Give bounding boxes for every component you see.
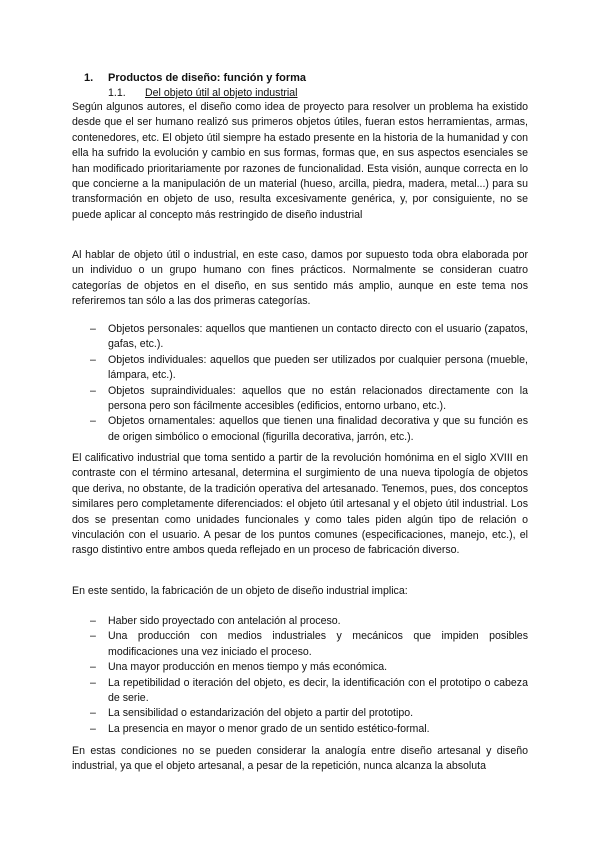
list-item-text: Una mayor producción en menos tiempo y más económica. <box>108 661 388 674</box>
paragraph-conclusion: En estas condiciones no se pueden considerar la analogía entre diseño artesanal y diseño industrial, ya que el objeto artesanal, a pesar de la repetición, nunca alcanza la absoluta <box>72 745 528 773</box>
list-item <box>90 322 528 353</box>
categories-list <box>90 322 528 445</box>
list-item <box>90 706 528 721</box>
list-dash: – <box>90 353 96 366</box>
subsection-number: 1.1. <box>108 87 126 99</box>
list-item <box>90 384 528 415</box>
list-item <box>90 629 528 660</box>
list-item <box>90 660 528 675</box>
list-dash: – <box>90 615 96 627</box>
list-dash: – <box>90 707 96 720</box>
paragraph-intro: Según algunos autores, el diseño como idea de proyecto para resolver un problema ha existido desde que el ser humano realizó sus primeros objetos útiles, fueran estos herramientas, armas, contenedores, etc. El objeto útil siempre ha estado presente en la historia de la humanidad y con ella ha sufrido la evolución y cambio en sus formas, formas que, en sus aspectos esenciales se han modificado prioritariamente por razones de funcionalidad. Esta visión, aunque correcta en lo que concierne a la manipulación de un material (hueso, arcilla, piedra, madera, metal...) para su transformación en objeto de uso, resulta excesivamente genérica, y, por consiguiente, no se puede aplicar al concepto más restringido de diseño industrial <box>72 101 528 221</box>
list-item-text: Una producción con medios industriales y mecánicos que impiden posibles modificaciones una vez iniciado el proceso. <box>108 630 528 658</box>
list-item-text: Haber sido proyectado con antelación al proceso. <box>108 615 341 627</box>
paragraph-categories-intro: Al hablar de objeto útil o industrial, en este caso, damos por supuesto toda obra elaborada por un individuo o un grupo humano con fines prácticos. Normalmente se consideran cuatro categorías de objetos en el diseño, en sus sentido más amplio, aunque en este tema nos referiremos tan sólo a las dos primeras categorías. <box>72 249 528 308</box>
list-item-text: Objetos personales: aquellos que mantienen un contacto directo con el usuario (zapatos, gafas, etc.). <box>108 323 528 351</box>
list-dash: – <box>90 630 96 643</box>
list-item-text: Objetos ornamentales: aquellos que tienen una finalidad decorativa y que su función es de origen simbólico o emocional (figurilla decorativa, jarrón, etc.). <box>108 415 528 443</box>
requirements-list <box>90 614 528 737</box>
list-item-text: La presencia en mayor o menor grado de un sentido estético-formal. <box>108 722 430 735</box>
list-dash: – <box>90 722 96 735</box>
section-number: 1. <box>84 72 94 84</box>
list-dash: – <box>90 676 96 689</box>
list-dash: – <box>90 415 96 428</box>
list-dash: – <box>90 384 96 397</box>
list-item <box>90 676 528 707</box>
list-item-text: Objetos supraindividuales: aquellos que no están relacionados directamente con la persona pero son fácilmente accesibles (edificios, entorno urbano, etc.). <box>108 384 528 413</box>
paragraph-industrial: El calificativo industrial que toma sentido a partir de la revolución homónima en el siglo XVIII en contraste con el término artesanal, determina el surgimiento de una nueva tipología de objetos que deriva, no obstante, de la tradición operativa del artesanado. Tenemos, pues, dos conceptos similares pero completamente diferenciados: el objeto útil artesanal y el objeto útil industrial. Los dos se presentan como unidades funcionales y como tales piden algún tipo de relación o vinculación con el usuario. A pesar de los puntos comunes (especificaciones, manejo, etc.), el rasgo distintivo entre ambos queda reflejado en un proceso de fabricación diverso. <box>72 452 528 557</box>
list-dash: – <box>90 661 96 674</box>
list-item <box>90 414 528 445</box>
list-item-text: La sensibilidad o estandarización del objeto a partir del prototipo. <box>108 707 414 720</box>
list-item-text: La repetibilidad o iteración del objeto, es decir, la identificación con el prototipo o cabeza de serie. <box>108 676 528 705</box>
section-title: Productos de diseño: función y forma <box>108 72 307 84</box>
paragraph-fabrication-intro: En este sentido, la fabricación de un objeto de diseño industrial implica: <box>72 585 408 597</box>
section-heading <box>84 71 306 86</box>
list-dash: – <box>90 323 96 335</box>
list-item <box>90 614 528 629</box>
list-item-text: Objetos individuales: aquellos que pueden ser utilizados por cualquier persona (mueble, lámpara, etc.). <box>108 353 528 382</box>
list-item <box>90 353 528 384</box>
list-item <box>90 722 528 737</box>
subsection-title: Del objeto útil al objeto industrial <box>145 87 298 99</box>
